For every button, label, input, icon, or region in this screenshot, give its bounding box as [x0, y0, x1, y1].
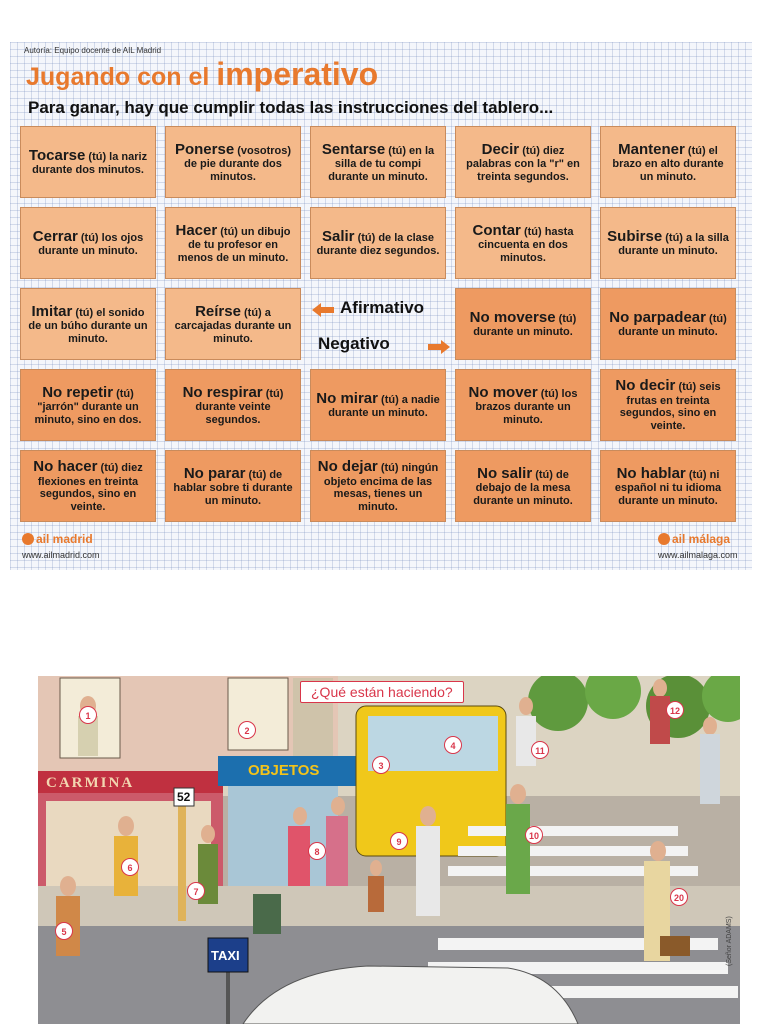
instruction-verb: No hablar: [616, 464, 686, 482]
instruction-detail: (tú) un dibujo de tu profesor en menos de un minuto.: [177, 225, 291, 264]
instruction-text: [460, 141, 586, 184]
instruction-verb: Ponerse: [174, 140, 235, 158]
marker-6: 6: [121, 858, 139, 876]
instruction-detail: (tú) en la silla de tu compi durante un minuto.: [328, 144, 435, 183]
instruction-verb: No mover: [468, 383, 538, 401]
instruction-card: [20, 126, 156, 198]
marker-2: 2: [238, 721, 256, 739]
instruction-detail: (tú) ningún objeto encima de las mesas, tienes un minuto.: [323, 462, 439, 513]
instruction-detail: (tú) "jarrón" durante un minuto, sino en dos.: [34, 387, 142, 426]
marker-20: 20: [670, 888, 688, 906]
ail-logo-icon: [22, 533, 34, 545]
instruction-verb: No repetir: [42, 383, 114, 401]
instruction-detail: (tú) diez palabras con la "r" en treinta segundos.: [466, 144, 580, 183]
ail-madrid-logo-text: ail madrid: [36, 532, 93, 546]
instruction-text: [25, 384, 151, 427]
instruction-text: [170, 141, 296, 184]
instruction-detail: (tú) a nadie durante un minuto.: [328, 394, 440, 420]
marker-5: 5: [55, 922, 73, 940]
instruction-detail: (tú) de debajo de la mesa durante un minuto.: [473, 468, 573, 507]
instruction-text: [460, 465, 586, 508]
instruction-detail: (tú) de hablar sobre ti durante un minuto.: [173, 468, 293, 507]
instruction-text: [170, 465, 296, 508]
instruction-text: [605, 228, 731, 258]
instruction-card: [455, 450, 591, 522]
url-left[interactable]: www.ailmadrid.com: [22, 550, 100, 560]
board-title-part-b: imperativo: [216, 56, 379, 92]
instruction-text: [605, 141, 731, 184]
ail-logo-icon: [658, 533, 670, 545]
instruction-text: [25, 458, 151, 513]
instruction-verb: Hacer: [175, 221, 218, 239]
instruction-card: [165, 126, 301, 198]
instruction-verb: No mirar: [316, 390, 378, 408]
instruction-text: [605, 465, 731, 508]
instruction-verb: Cerrar: [32, 228, 78, 246]
street-scene-drawing: [38, 676, 740, 1024]
center-legend: [310, 290, 458, 362]
instruction-card: [165, 369, 301, 441]
instruction-text: [25, 228, 151, 258]
instruction-detail: (vosotros) de pie durante dos minutos.: [184, 144, 292, 183]
instruction-card: [600, 369, 736, 441]
instruction-card: [20, 369, 156, 441]
scene-question-title: ¿Qué están haciendo?: [300, 681, 464, 703]
instruction-detail: (tú) durante veinte segundos.: [195, 387, 284, 426]
instruction-text: [315, 228, 441, 258]
board-title-part-a: Jugando con el: [26, 63, 217, 91]
afirmativo-label: Afirmativo: [340, 298, 425, 317]
instruction-detail: (tú) hasta cincuenta en dos minutos.: [478, 225, 574, 264]
instruction-card: [20, 450, 156, 522]
instruction-text: [315, 141, 441, 184]
instruction-text: [315, 390, 441, 420]
instruction-detail: (tú) los brazos durante un minuto.: [475, 387, 578, 426]
instruction-verb: No parpadear: [609, 309, 706, 327]
instruction-card: [600, 288, 736, 360]
marker-7: 7: [187, 882, 205, 900]
instruction-card: [165, 450, 301, 522]
instruction-detail: (tú) los ojos durante un minuto.: [38, 232, 144, 258]
marker-9: 9: [390, 832, 408, 850]
instruction-card: [600, 126, 736, 198]
instruction-verb: Contar: [472, 221, 521, 239]
instruction-card: [20, 207, 156, 279]
imperative-game-board: [10, 42, 752, 570]
negativo-label: Negativo: [318, 334, 390, 353]
marker-12: 12: [666, 701, 684, 719]
marker-8: 8: [308, 842, 326, 860]
ail-malaga-logo: [658, 532, 730, 546]
instruction-text: [605, 377, 731, 432]
illustrator-credit: (Señor ADAMS): [726, 916, 733, 966]
instruction-detail: (tú) diez flexiones en treinta segundos, sino en veinte.: [37, 462, 143, 513]
instruction-text: [25, 147, 151, 177]
instruction-verb: Mantener: [618, 140, 685, 158]
marker-11: 11: [531, 741, 549, 759]
carmina-shop-sign: CARMINA: [46, 775, 135, 791]
url-right[interactable]: www.ailmalaga.com: [658, 550, 738, 560]
instruction-verb: Salir: [321, 228, 355, 246]
marker-1: 1: [79, 706, 97, 724]
board-title: [26, 56, 378, 93]
instruction-card: [310, 369, 446, 441]
street-scene-illustration: [38, 676, 740, 1024]
instruction-card: [165, 288, 301, 360]
instruction-verb: Imitar: [31, 302, 73, 320]
instruction-detail: (tú) durante un minuto.: [618, 313, 727, 339]
instruction-detail: (tú) a carcajadas durante un minuto.: [174, 306, 292, 345]
instruction-card: [455, 369, 591, 441]
instruction-detail: (tú) seis frutas en treinta segundos, sino en veinte.: [619, 381, 721, 432]
marker-4: 4: [444, 736, 462, 754]
instruction-verb: No parar: [183, 464, 246, 482]
instruction-verb: Reírse: [195, 302, 241, 320]
instruction-detail: (tú) de la clase durante diez segundos.: [316, 232, 440, 258]
objetos-shop-sign: OBJETOS: [248, 762, 320, 779]
instruction-verb: No dejar: [317, 458, 378, 476]
instruction-text: [170, 222, 296, 265]
instruction-detail: (tú) la nariz durante dos minutos.: [32, 151, 148, 177]
instruction-detail: (tú) ni español ni tu idioma durante un minuto.: [614, 468, 722, 507]
left-arrow-icon: [312, 302, 334, 318]
ail-madrid-logo: [22, 532, 93, 546]
bus-stop-number: 52: [177, 790, 191, 804]
instruction-text: [170, 384, 296, 427]
right-arrow-icon: [428, 339, 450, 355]
marker-3: 3: [372, 756, 390, 774]
instruction-card: [455, 126, 591, 198]
instruction-card: [310, 450, 446, 522]
instruction-verb: Subirse: [607, 228, 663, 246]
instruction-card: [310, 126, 446, 198]
instruction-card: [600, 450, 736, 522]
instruction-grid: [20, 126, 738, 530]
instruction-card: [455, 207, 591, 279]
instruction-card: [310, 207, 446, 279]
instruction-detail: (tú) el brazo en alto durante un minuto.: [612, 144, 724, 183]
ail-malaga-logo-text: ail málaga: [672, 532, 731, 546]
instruction-text: [315, 458, 441, 513]
instruction-card: [455, 288, 591, 360]
instruction-verb: Sentarse: [321, 140, 386, 158]
instruction-text: [170, 303, 296, 346]
author-credit: Autoría: Equipo docente de AIL Madrid: [24, 46, 162, 55]
instruction-verb: Decir: [481, 140, 520, 158]
instruction-verb: No salir: [477, 464, 533, 482]
instruction-text: [25, 303, 151, 346]
instruction-detail: (tú) el sonido de un búho durante un minuto.: [28, 306, 148, 345]
instruction-detail: (tú) durante un minuto.: [473, 313, 577, 339]
taxi-sign-label: TAXI: [211, 948, 240, 963]
instruction-text: [460, 384, 586, 427]
instruction-text: [460, 309, 586, 339]
instruction-text: [605, 309, 731, 339]
instruction-card: [600, 207, 736, 279]
board-subtitle: Para ganar, hay que cumplir todas las instrucciones del tablero...: [28, 98, 554, 117]
marker-10: 10: [525, 826, 543, 844]
instruction-verb: No respirar: [182, 383, 263, 401]
instruction-verb: Tocarse: [28, 147, 86, 165]
instruction-verb: No moverse: [469, 309, 556, 327]
instruction-verb: No decir: [615, 377, 676, 395]
instruction-card: [20, 288, 156, 360]
instruction-verb: No hacer: [33, 458, 98, 476]
instruction-text: [460, 222, 586, 265]
instruction-card: [165, 207, 301, 279]
instruction-detail: (tú) a la silla durante un minuto.: [618, 232, 729, 258]
